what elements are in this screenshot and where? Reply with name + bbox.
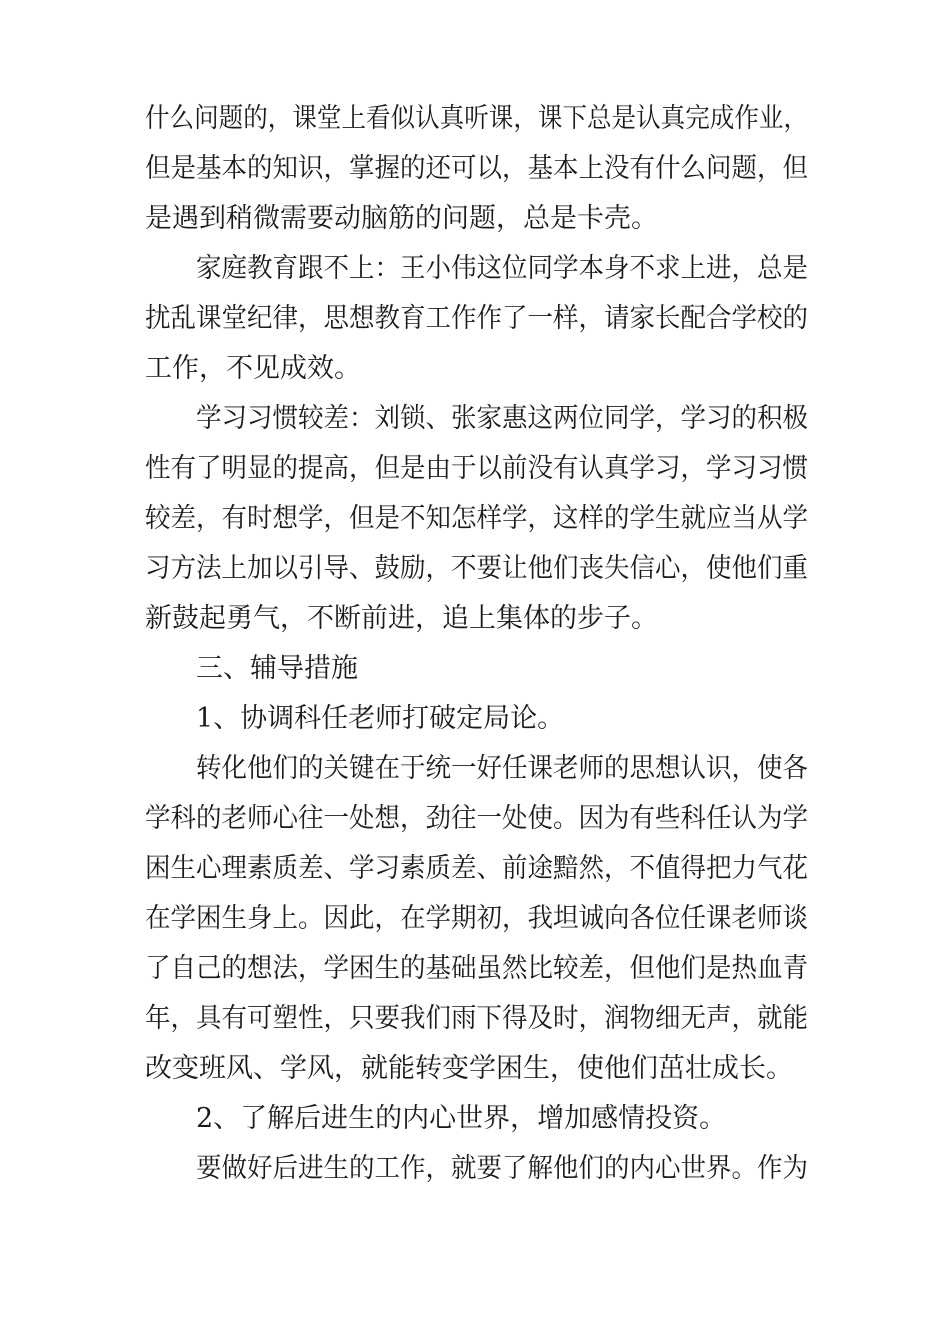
paragraph-first-line (0, 1149, 950, 1189)
line-text: 什么问题的，课堂上看似认真听课，课下总是认真完成作业， (145, 103, 808, 134)
line-text: 是遇到稍微需要动脑筋的问题，总是卡壳。 (145, 203, 658, 234)
line-text: 转化他们的关键在于统一好任课老师的思想认识，使各 (196, 753, 808, 784)
heading-text: 三、辅导措施 (196, 653, 358, 684)
numbered-item-heading (0, 699, 950, 739)
text-line (0, 999, 950, 1039)
line-text: 新鼓起勇气，不断前进，追上集体的步子。 (145, 603, 658, 634)
line-text: 习方法上加以引导、鼓励，不要让他们丧失信心，使他们重 (145, 553, 808, 584)
text-line (0, 599, 950, 639)
line-text: 困生心理素质差、学习素质差、前途黯然，不值得把力气花 (145, 853, 808, 884)
text-line (0, 1049, 950, 1089)
paragraph-first-line (0, 249, 950, 289)
text-line (0, 549, 950, 589)
line-text: 在学困生身上。因此，在学期初，我坦诚向各位任课老师谈 (145, 903, 808, 934)
line-text: 要做好后进生的工作，就要了解他们的内心世界。作为 (196, 1153, 808, 1184)
paragraph-first-line (0, 399, 950, 439)
text-line (0, 349, 950, 389)
line-text: 年，具有可塑性，只要我们雨下得及时，润物细无声，就能 (145, 1003, 808, 1034)
heading-text: 2、了解后进生的内心世界，增加感情投资。 (196, 1103, 727, 1134)
line-text: 性有了明显的提高，但是由于以前没有认真学习，学习习惯 (145, 453, 808, 484)
text-line (0, 499, 950, 539)
line-text: 较差，有时想学，但是不知怎样学，这样的学生就应当从学 (145, 503, 808, 534)
text-line (0, 299, 950, 339)
heading-text: 1、协调科任老师打破定局论。 (196, 703, 565, 734)
text-line (0, 99, 950, 139)
line-text: 家庭教育跟不上：王小伟这位同学本身不求上进，总是 (196, 253, 808, 284)
numbered-item-heading (0, 1099, 950, 1139)
text-line (0, 149, 950, 189)
line-text: 学科的老师心往一处想，劲往一处使。因为有些科任认为学 (145, 803, 808, 834)
text-line (0, 849, 950, 889)
text-line (0, 449, 950, 489)
text-line (0, 949, 950, 989)
line-text: 了自己的想法，学困生的基础虽然比较差，但他们是热血青 (145, 953, 808, 984)
line-text: 扰乱课堂纪律，思想教育工作作了一样，请家长配合学校的 (145, 303, 808, 334)
line-text: 学习习惯较差：刘锁、张家惠这两位同学，学习的积极 (196, 403, 808, 434)
text-line (0, 899, 950, 939)
paragraph-first-line (0, 749, 950, 789)
section-heading (0, 649, 950, 689)
line-text: 但是基本的知识，掌握的还可以，基本上没有什么问题，但 (145, 153, 808, 184)
text-line (0, 799, 950, 839)
line-text: 改变班风、学风，就能转变学困生，使他们茁壮成长。 (145, 1053, 793, 1084)
line-text: 工作，不见成效。 (145, 353, 361, 384)
text-line (0, 199, 950, 239)
